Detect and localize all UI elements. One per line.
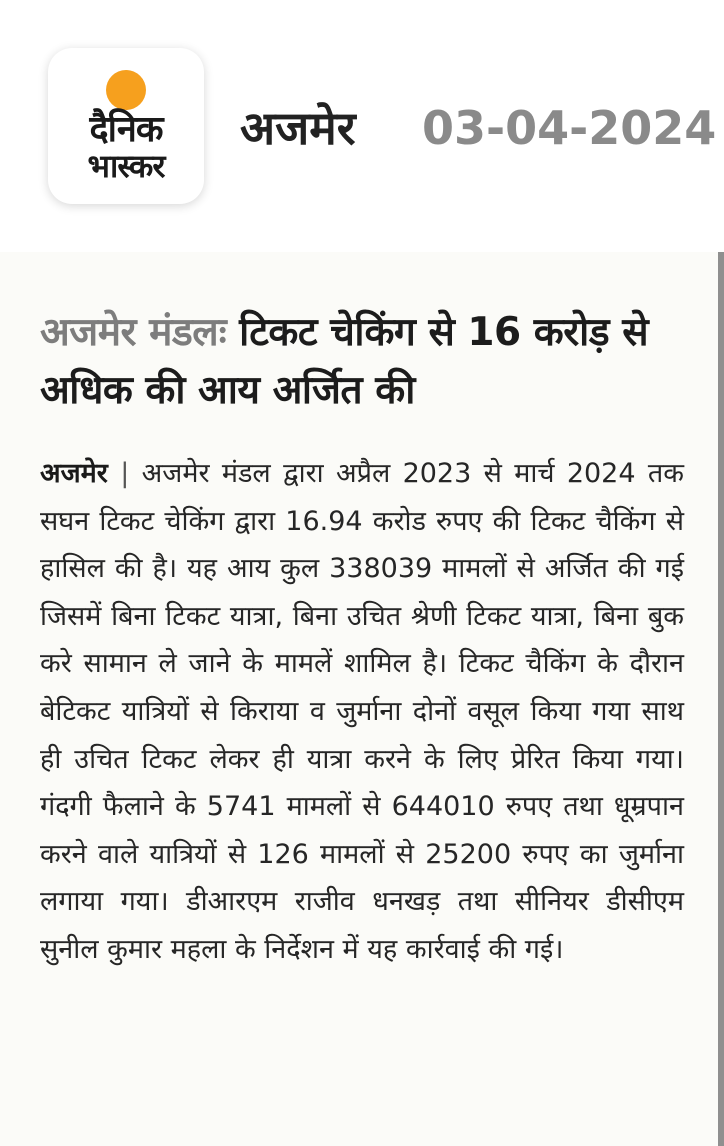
- article-headline: [40, 304, 680, 420]
- article-body-text: अजमेर मंडल द्वारा अप्रैल 2023 से मार्च 2024 तक सघन टिकट चेकिंग द्वारा 16.94 करोड रुपए की टिकट चैकिंग से हासिल की है। यह आय कुल 338039 मामलों से अर्जित की गई जिसमें बिना टिकट यात्रा, बिना उचित श्रेणी टिकट यात्रा, बिना बुक करे सामान ले जाने के मामलें शामिल है। टिकट चैकिंग के दौरान बेटिकट यात्रियों से किराया व जुर्माना दोनों वसूल किया गया साथ ही उचित टिकट लेकर ही यात्रा करने के लिए प्रेरित किया गया। गंदगी फैलाने के 5741 मामलों से 644010 रुपए तथा धूम्रपान करने वाले यात्रियों से 126 मामलों से 25200 रुपए का जुर्माना लगाया गया। डीआरएम राजीव धनखड़ तथा सीनियर डीसीएम सुनील कुमार महला के निर्देशन में यह कार्रवाई की गई।: [40, 458, 684, 965]
- edition-date[interactable]: 03-04-2024: [422, 101, 717, 155]
- dateline-separator: |: [120, 458, 130, 489]
- logo-text-line1: दैनिक: [89, 109, 163, 150]
- headline-main: टिकट चेकिंग से 16 करोड़ से अधिक की आय अर्जित की: [40, 310, 649, 413]
- logo-text-line2: भास्कर: [87, 147, 165, 185]
- edition-city[interactable]: अजमेर: [240, 101, 356, 155]
- next-article-cut-edge: [40, 1118, 680, 1146]
- article-dateline: अजमेर: [40, 458, 108, 489]
- previous-article-cut-edge: [40, 252, 300, 258]
- clipping-page-edge: [718, 252, 724, 1146]
- dainik-bhaskar-logo[interactable]: [48, 48, 204, 204]
- article-body: [40, 450, 684, 974]
- headline-kicker: अजमेर मंडलः: [40, 310, 227, 355]
- news-clipping[interactable]: [0, 252, 718, 1146]
- app-header: [0, 0, 724, 252]
- sun-icon: [106, 70, 146, 110]
